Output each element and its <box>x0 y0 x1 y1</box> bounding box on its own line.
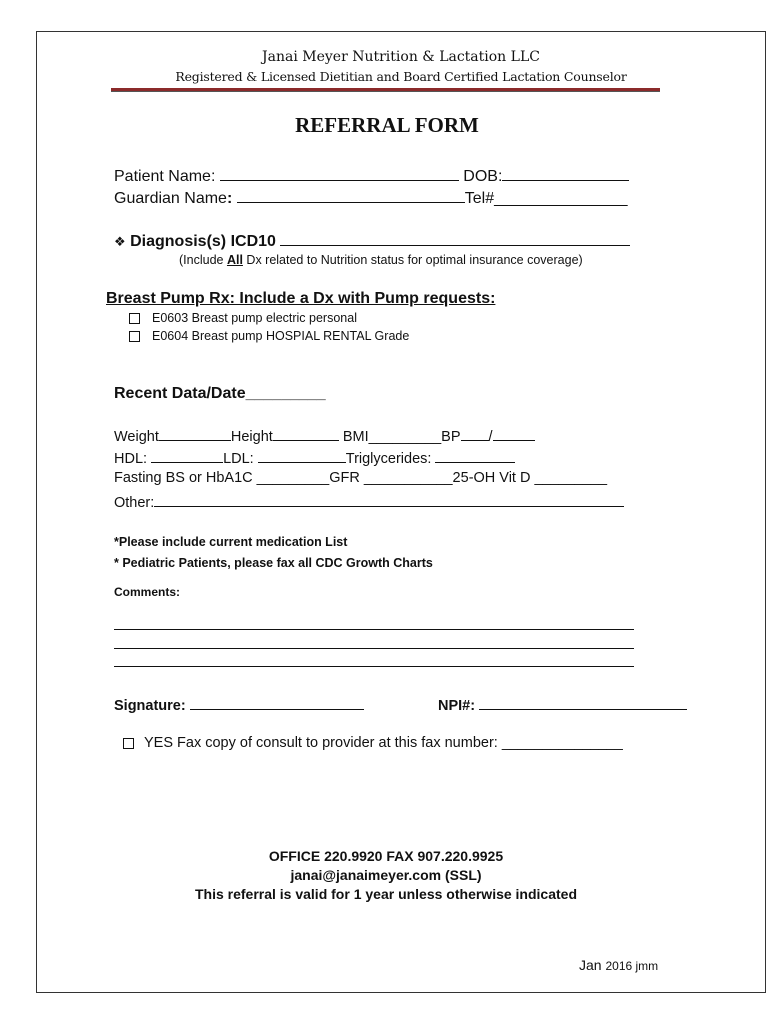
vitals-row <box>114 426 535 445</box>
comment-line-1[interactable] <box>114 629 634 630</box>
other-row <box>114 492 624 511</box>
diagnosis-field[interactable] <box>280 231 630 246</box>
comment-line-3[interactable] <box>114 666 634 667</box>
patient-name-label: Patient Name: <box>114 168 216 185</box>
height-field[interactable] <box>273 426 339 441</box>
form-date <box>579 957 658 973</box>
comment-line-2[interactable] <box>114 648 634 649</box>
checkbox[interactable] <box>129 331 140 342</box>
company-name: Janai Meyer Nutrition & Lactation LLC <box>262 49 540 65</box>
bp-diastolic-field[interactable] <box>493 426 535 441</box>
npi-row <box>438 695 687 714</box>
fax-copy-option[interactable] <box>123 735 623 751</box>
tel-label: Tel#_______________ <box>464 190 628 207</box>
pump-option-label: E0603 Breast pump electric personal <box>152 311 357 325</box>
weight-label: Weight <box>114 429 159 445</box>
pump-option-e0603[interactable] <box>129 311 357 325</box>
medication-note: *Please include current medication List <box>114 535 348 549</box>
bp-systolic-field[interactable] <box>461 426 489 441</box>
signature-field[interactable] <box>190 695 364 710</box>
height-label: Height <box>230 429 273 445</box>
patient-name-row <box>114 166 629 186</box>
date-month: Jan <box>579 957 602 973</box>
validity-note: This referral is valid for 1 year unless otherwise indicated <box>194 886 578 902</box>
guardian-row <box>114 188 628 208</box>
guardian-name-field[interactable] <box>237 188 465 203</box>
guardian-name-label: Guardian Name <box>114 190 227 207</box>
email-contact: janai@janaimeyer.com (SSL) <box>290 867 482 883</box>
office-contact: OFFICE 220.9920 FAX 907.220.9925 <box>268 848 504 864</box>
diagnosis-note-all: All <box>226 253 243 267</box>
company-subtitle: Registered & Licensed Dietitian and Board Certified Lactation Counselor <box>175 69 627 84</box>
signature-row <box>114 695 364 714</box>
bp-slash: / <box>488 429 493 445</box>
diagnosis-note-suffix: Dx related to Nutrition status for optimal insurance coverage) <box>242 253 583 267</box>
form-title: REFERRAL FORM <box>295 113 479 137</box>
referral-form-page <box>36 31 766 993</box>
ldl-label: LDL: <box>223 451 254 467</box>
pump-heading: Breast Pump Rx: Include a Dx with Pump requests: <box>106 290 496 307</box>
other-label: Other: <box>114 495 155 511</box>
pediatric-note: * Pediatric Patients, please fax all CDC Growth Charts <box>114 556 433 570</box>
npi-field[interactable] <box>479 695 687 710</box>
guardian-colon: : <box>226 190 233 207</box>
diagnosis-note <box>179 253 583 267</box>
triglycerides-label: Triglycerides: <box>345 451 432 467</box>
diagnosis-label: Diagnosis(s) ICD10 <box>130 233 276 250</box>
bmi-bp-label: BMI_________BP <box>342 429 461 445</box>
ldl-field[interactable] <box>258 448 346 463</box>
dob-label: DOB: <box>463 168 503 185</box>
recent-data-heading: Recent Data/Date_________ <box>114 385 326 402</box>
triglycerides-field[interactable] <box>435 448 515 463</box>
dob-field[interactable] <box>502 166 629 181</box>
comments-label: Comments: <box>114 585 181 599</box>
fax-copy-checkbox[interactable] <box>123 738 134 749</box>
date-rest: 2016 jmm <box>605 959 659 973</box>
signature-label: Signature: <box>114 698 186 714</box>
diagnosis-note-prefix: (Include <box>179 253 227 267</box>
lipids-row <box>114 448 515 467</box>
weight-field[interactable] <box>159 426 231 441</box>
hdl-label: HDL: <box>114 451 148 467</box>
diagnosis-row <box>114 231 630 251</box>
header-rule <box>111 88 660 92</box>
npi-label: NPI#: <box>438 698 476 714</box>
checkbox[interactable] <box>129 313 140 324</box>
patient-name-field[interactable] <box>220 166 459 181</box>
diamond-bullet-icon: ❖ <box>114 235 126 250</box>
pump-option-label: E0604 Breast pump HOSPIAL RENTAL Grade <box>152 329 410 343</box>
hdl-field[interactable] <box>151 448 223 463</box>
fax-copy-label: YES Fax copy of consult to provider at this fax number: _______________ <box>144 735 623 751</box>
other-field[interactable] <box>154 492 624 507</box>
pump-option-e0604[interactable] <box>129 329 409 343</box>
labs-row: Fasting BS or HbA1C _________GFR ___________25-OH Vit D _________ <box>114 470 608 486</box>
